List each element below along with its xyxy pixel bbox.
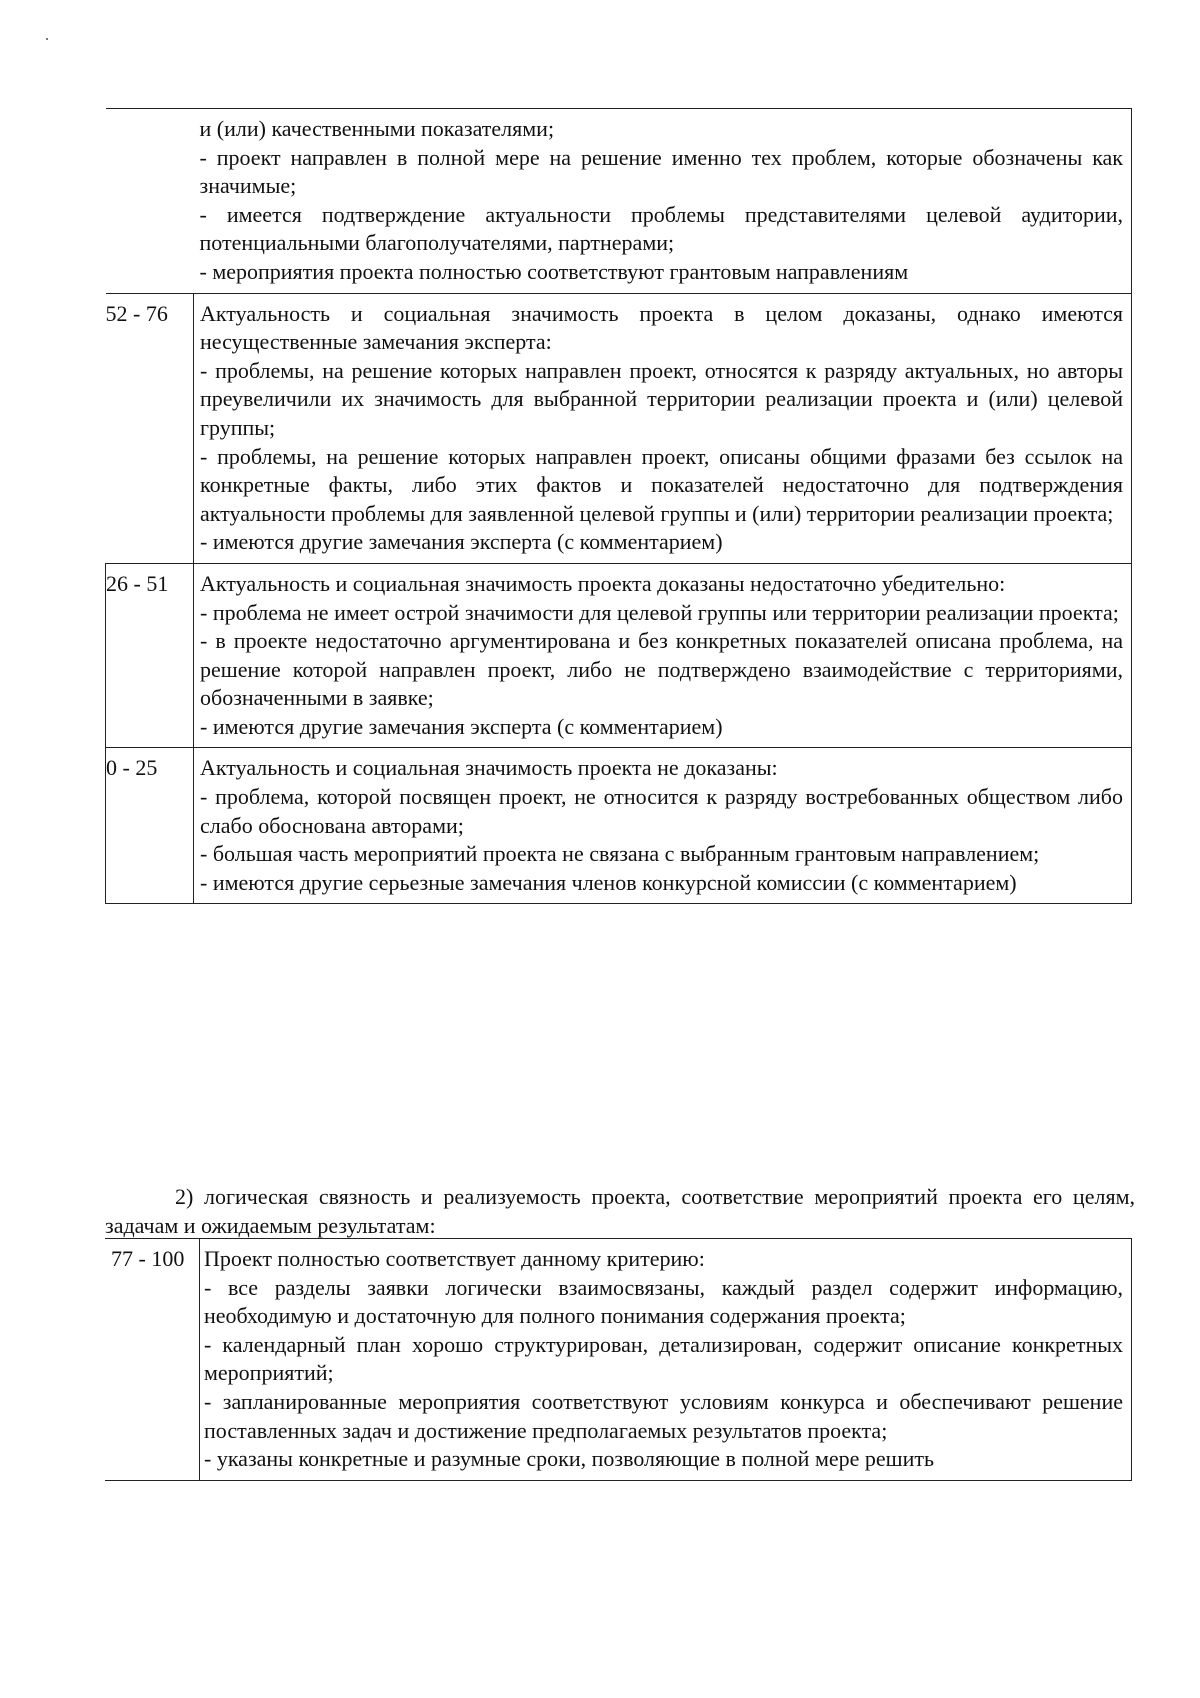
description-line: и (или) качественными показателями;	[199, 116, 555, 141]
description-line: - имеются другие замечания эксперта (с комментарием)	[200, 713, 723, 739]
description-line: - проблемы, на решение которых направлен проект, относятся к разряду актуальных, но авторы преувеличили их значимость для выбранной территории реализации проекта и (или) целевой группы;	[200, 357, 1123, 440]
description-line: - имеются другие замечания эксперта (с комментарием)	[200, 529, 723, 555]
description-cell	[194, 293, 1132, 563]
description-cell	[194, 748, 1132, 904]
description-line: - календарный план хорошо структурирован, детализирован, содержит описание конкретных мероприятий;	[204, 1331, 1123, 1386]
scan-speck	[46, 38, 48, 40]
description-line: - запланированные мероприятия соответствуют условиям конкурса и обеспечивают решение поставленных задач и достижение предполагаемых результатов проекта;	[204, 1388, 1123, 1443]
description-line: - указаны конкретные и разумные сроки, позволяющие в полной мере решить	[204, 1446, 935, 1472]
description-line: - мероприятия проекта полностью соответствуют грантовым направлениям	[199, 258, 909, 284]
description-line: - проблемы, на решение которых направлен проект, описаны общими фразами без ссылок на конкретные факты, либо этих фактов и показателей недостаточно для подтверждения актуальности проблемы для заявленной целевой группы и (или) территории реализации проекта;	[200, 443, 1123, 526]
criteria-table-1	[105, 108, 1132, 904]
criterion-heading: 2) логическая связность и реализуемость проекта, соответствие мероприятий проекта его целям, задачам и ожидаемым результатам:	[105, 1184, 1135, 1238]
description-cell	[194, 563, 1132, 748]
description-cell	[200, 1239, 1132, 1481]
score-range: 52 - 76	[106, 293, 194, 563]
score-cell	[106, 109, 194, 294]
score-range: 0 - 25	[106, 748, 194, 904]
description-line: Актуальность и социальная значимость проекта доказаны недостаточно убедительно:	[200, 570, 1006, 596]
table-row	[106, 563, 1132, 748]
score-range: 26 - 51	[106, 563, 194, 748]
description-line: - проблема не имеет острой значимости для целевой группы или территории реализации проекта;	[200, 599, 1119, 625]
description-line: - в проекте недостаточно аргументирована и без конкретных показателей описана проблема, на решение которой направлен проект, либо не подтверждено взаимодействие с территориями, обозначенными в заявке;	[200, 628, 1123, 711]
description-cell	[194, 109, 1132, 294]
description-line: Проект полностью соответствует данному критерию:	[204, 1246, 705, 1271]
description-line: - имеются другие серьезные замечания членов конкурсной комиссии (с комментарием)	[200, 869, 1017, 895]
table-row	[106, 293, 1132, 563]
description-line: - все разделы заявки логически взаимосвязаны, каждый раздел содержит информацию, необходимую и достаточную для полного понимания содержания проекта;	[204, 1274, 1123, 1329]
description-line: Актуальность и социальная значимость проекта в целом доказаны, однако имеются несущественные замечания эксперта:	[200, 300, 1123, 355]
description-line: Актуальность и социальная значимость проекта не доказаны:	[200, 755, 778, 781]
criteria-table-2	[105, 1238, 1132, 1481]
description-line: - проект направлен в полной мере на решение именно тех проблем, которые обозначены как значимые;	[199, 144, 1123, 199]
description-line: - имеется подтверждение актуальности проблемы представителями целевой аудитории, потенциальными благополучателями, партнерами;	[199, 201, 1123, 256]
table-row	[106, 748, 1132, 904]
description-line: - проблема, которой посвящен проект, не относится к разряду востребованных обществом либо слабо обоснована авторами;	[200, 784, 1123, 838]
description-line: - большая часть мероприятий проекта не связана с выбранным грантовым направлением;	[200, 841, 1040, 867]
table-row	[106, 109, 1132, 294]
table-row	[105, 1239, 1132, 1481]
score-range: 77 - 100	[111, 1246, 185, 1271]
